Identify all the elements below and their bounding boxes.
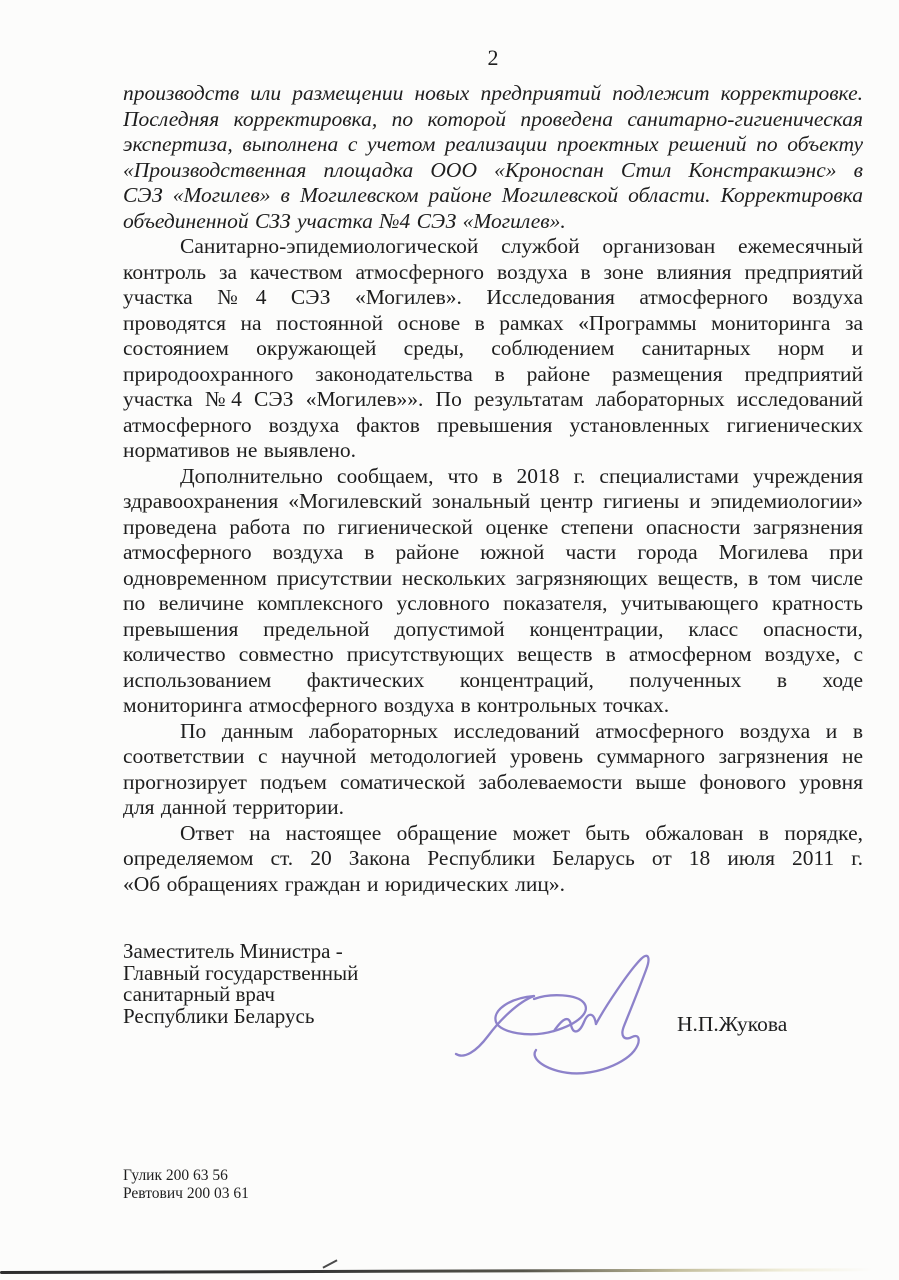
text-line: производств или размещении новых предприятий подлежит корректировке. — [123, 81, 863, 105]
signatory-title-line: Главный государственный — [123, 960, 359, 985]
text-line: проведена работа по гигиенической оценке степени опасности загрязнения — [123, 514, 863, 539]
scan-artifact-line — [0, 1268, 872, 1274]
paragraph-continuation — [123, 81, 863, 234]
text-line: Санитарно-эпидемиологической службой организован ежемесячный — [180, 234, 863, 258]
signatory-title-line: санитарный врач — [123, 982, 275, 1006]
signatory-title — [123, 941, 358, 1027]
text-line: нормативов не выявлено. — [123, 438, 356, 462]
paragraph-conclusion — [123, 719, 863, 821]
text-line: проводятся на постоянной основе в рамках «Программы мониторинга за — [123, 310, 863, 335]
text-line: природоохранного законодательства в районе размещения предприятий — [123, 361, 863, 386]
page-number: 2 — [487, 45, 499, 70]
text-line: соответствии с научной методологией уровень суммарного загрязнения не — [123, 744, 863, 768]
text-line: «Об обращениях граждан и юридических лиц». — [123, 871, 566, 896]
text-line: по величине комплексного условного показателя, учитывающего кратность — [123, 591, 863, 615]
executor-contact-line: Ревтович 200 03 61 — [123, 1184, 249, 1202]
paragraph-monitoring — [123, 234, 863, 464]
paragraph-assessment-2018 — [123, 464, 863, 719]
text-line: объединенной СЗЗ участка №4 СЭЗ «Могилев». — [123, 208, 566, 233]
handwritten-signature-icon — [438, 938, 673, 1083]
text-line: участка №4 СЭЗ «Могилев»». По результатам лабораторных исследований — [123, 387, 863, 411]
signatory-title-line: Республики Беларусь — [123, 1003, 315, 1028]
text-line: «Производственная площадка ООО «Кроноспан Стил Констракшэнс» в — [123, 157, 863, 182]
text-line: экспертиза, выполнена с учетом реализации проектных решений по объекту — [123, 132, 863, 156]
text-line: По данным лабораторных исследований атмосферного воздуха и в — [180, 718, 863, 743]
text-line: количество совместно присутствующих веществ в атмосферном воздухе, с — [123, 642, 863, 666]
text-line: состоянием окружающей среды, соблюдением санитарных норм и — [123, 336, 863, 360]
document-body — [123, 81, 863, 897]
text-line: прогнозирует подъем соматической заболеваемости выше фонового уровня — [123, 769, 863, 794]
text-line: атмосферного воздуха в районе южной части города Могилева при — [123, 540, 863, 564]
paragraph-appeal-rights — [123, 821, 863, 898]
scan-artifact-tick — [322, 1259, 337, 1268]
text-line: одновременном присутствии нескольких загрязняющих веществ, в том числе — [123, 565, 863, 590]
executor-contact-line: Гулик 200 63 56 — [123, 1167, 228, 1184]
text-line: Последняя корректировка, по которой проведена санитарно-гигиеническая — [123, 106, 863, 131]
text-line: использованием фактических концентраций, полученных в ходе — [123, 667, 863, 692]
text-line: Ответ на настоящее обращение может быть обжалован в порядке, — [180, 820, 863, 845]
text-line: мониторинга атмосферного воздуха в контрольных точках. — [123, 693, 670, 717]
text-line: Дополнительно сообщаем, что в 2018 г. специалистами учреждения — [180, 463, 863, 488]
signatory-title-line: Заместитель Министра - — [123, 939, 343, 963]
text-line: определяемом ст. 20 Закона Республики Беларусь от 18 июля 2011 г. — [123, 846, 863, 870]
signatory-name: Н.П.Жукова — [677, 1012, 788, 1036]
text-line: атмосферного воздуха фактов превышения установленных гигиенических — [123, 412, 863, 437]
text-line: здравоохранения «Могилевский зональный центр гигиены и эпидемиологии» — [123, 489, 863, 513]
text-line: СЭЗ «Могилев» в Могилевском районе Могилевской области. Корректировка — [123, 183, 863, 207]
executor-contacts — [123, 1167, 249, 1202]
text-line: превышения предельной допустимой концентрации, класс опасности, — [123, 616, 863, 641]
text-line: участка №4 СЭЗ «Могилев». Исследования атмосферного воздуха — [123, 285, 863, 309]
text-line: для данной территории. — [123, 795, 344, 819]
text-line: контроль за качеством атмосферного воздуха в зоне влияния предприятий — [123, 259, 863, 284]
